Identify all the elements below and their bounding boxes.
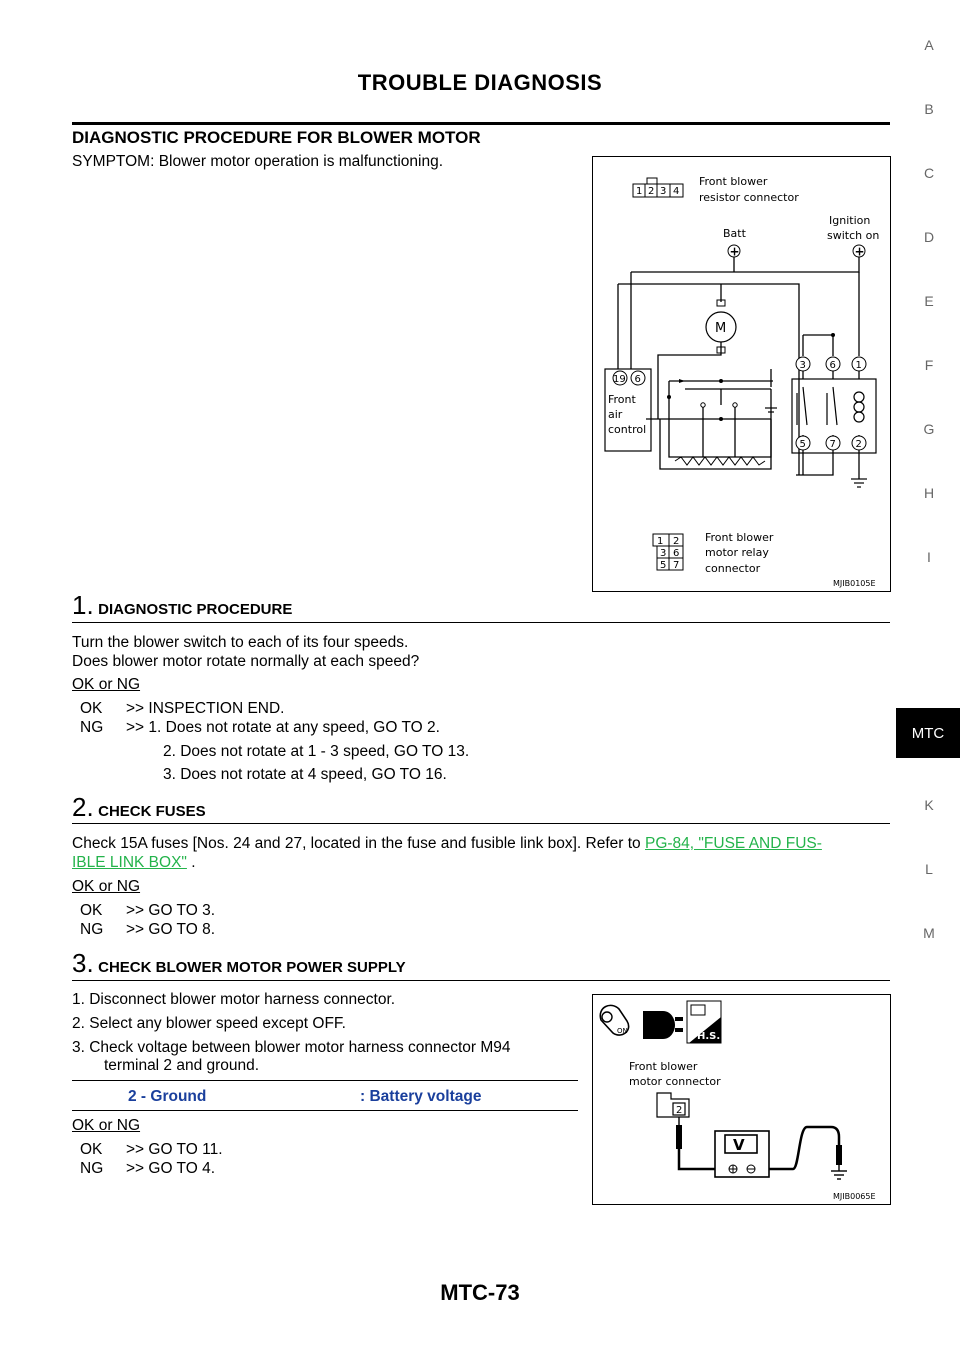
batt-label: Batt bbox=[723, 227, 746, 240]
fac-pin-6: 6 bbox=[634, 374, 641, 385]
relay-connector-label-3: connector bbox=[705, 562, 761, 575]
step-3-item-3-cont: terminal 2 and ground. bbox=[104, 1057, 260, 1074]
resistor-pin-4: 4 bbox=[673, 186, 680, 197]
motor-connector-pin: 2 bbox=[676, 1105, 683, 1116]
relay-pin-label-7: 7 bbox=[673, 560, 680, 571]
step-1-result-ng-key: NG bbox=[80, 719, 104, 736]
step-1-result-ng: >> 1. Does not rotate at any speed, GO TO 2. bbox=[126, 719, 440, 736]
step-1-result-ok-key: OK bbox=[80, 700, 103, 717]
fuse-reference-link[interactable]: PG-84, "FUSE AND FUS- bbox=[645, 835, 822, 852]
relay-connector-label: Front blower bbox=[705, 531, 774, 544]
relay-pin-label-2: 2 bbox=[673, 536, 680, 547]
relay-pin-6: 6 bbox=[829, 360, 836, 371]
step-2-text bbox=[72, 834, 892, 854]
voltage-check-svg bbox=[593, 995, 890, 1204]
step-1-rule bbox=[72, 622, 890, 623]
step-1-ok-ng: OK or NG bbox=[72, 676, 141, 693]
relay-connector-label-2: motor relay bbox=[705, 546, 769, 559]
relay-pin-3: 3 bbox=[799, 360, 806, 371]
step-2-rule bbox=[72, 823, 890, 824]
step-2-text-line2 bbox=[72, 853, 196, 873]
svg-text:+: + bbox=[854, 244, 865, 259]
step-3-item-3: 3. Check voltage between blower motor harness connector M94 bbox=[72, 1039, 511, 1056]
side-tab-a[interactable]: A bbox=[924, 37, 934, 53]
relay-pin-label-5: 5 bbox=[660, 560, 667, 571]
step-3-result-ng-key: NG bbox=[80, 1160, 104, 1177]
relay-pin-5: 5 bbox=[799, 439, 806, 450]
svg-text:ON: ON bbox=[617, 1027, 628, 1035]
step-1-number: 1. bbox=[72, 590, 94, 620]
step-1-title: DIAGNOSTIC PROCEDURE bbox=[98, 601, 293, 618]
harness-side-icon bbox=[687, 1001, 721, 1043]
ignition-on-icon bbox=[600, 1005, 628, 1035]
resistor-pin-3: 3 bbox=[660, 186, 667, 197]
side-tab-d[interactable]: D bbox=[923, 229, 935, 245]
relay-pin-1: 1 bbox=[855, 360, 862, 371]
side-tab-f[interactable]: F bbox=[924, 357, 934, 373]
page-title: TROUBLE DIAGNOSIS bbox=[357, 70, 603, 95]
connector-icon bbox=[643, 1011, 683, 1039]
step-3-result-ok: >> GO TO 11. bbox=[126, 1141, 223, 1158]
step-1-question: Does blower motor rotate normally at each speed? bbox=[72, 653, 420, 670]
step-3-title: CHECK BLOWER MOTOR POWER SUPPLY bbox=[98, 959, 406, 976]
side-tab-l[interactable]: L bbox=[925, 861, 933, 877]
step-1-heading bbox=[72, 590, 292, 621]
step-1-text: Turn the blower switch to each of its four speeds. bbox=[72, 634, 409, 651]
step-2-title: CHECK FUSES bbox=[98, 803, 206, 820]
step-3-heading bbox=[72, 948, 406, 979]
ignition-label: Ignition bbox=[829, 214, 871, 227]
motor-connector-label: Front blower bbox=[629, 1060, 698, 1073]
ignition-label-2: switch on bbox=[827, 229, 880, 242]
svg-text:+: + bbox=[729, 244, 740, 259]
svg-text:H.S.: H.S. bbox=[697, 1031, 721, 1042]
front-air-label-3: control bbox=[608, 423, 647, 436]
step-2-text-end: . bbox=[186, 854, 196, 871]
step-2-text-main: Check 15A fuses [Nos. 24 and 27, located in the fuse and fusible link box]. Refer to bbox=[72, 835, 641, 852]
relay-pin-label-3: 3 bbox=[660, 548, 667, 559]
resistor-connector-label-2: resistor connector bbox=[699, 191, 799, 204]
figure2-code: MJIB0065E bbox=[833, 1192, 876, 1201]
relay-pin-2: 2 bbox=[855, 439, 862, 450]
step-3-rule bbox=[72, 980, 890, 981]
step-2-result-ng: >> GO TO 8. bbox=[126, 921, 216, 938]
spec-bottom-rule bbox=[72, 1110, 578, 1111]
voltage-check-diagram bbox=[592, 994, 891, 1205]
step-3-ok-ng: OK or NG bbox=[72, 1117, 141, 1134]
relay-pin-7: 7 bbox=[829, 439, 836, 450]
wiring-diagram-svg bbox=[593, 157, 890, 591]
step-3-number: 3. bbox=[72, 948, 94, 978]
header-rule bbox=[72, 122, 890, 125]
step-1-extra-2: 2. Does not rotate at 1 - 3 speed, GO TO 13. bbox=[163, 743, 470, 760]
side-tab-m[interactable]: M bbox=[923, 925, 935, 941]
step-3-item-2: 2. Select any blower speed except OFF. bbox=[72, 1015, 346, 1032]
fac-pin-19: 19 bbox=[613, 374, 626, 385]
resistor-pin-1: 1 bbox=[636, 186, 643, 197]
side-tab-b[interactable]: B bbox=[924, 101, 934, 117]
side-tab-i[interactable]: I bbox=[927, 549, 931, 565]
motor-connector-label-2: motor connector bbox=[629, 1075, 721, 1088]
motor-label: M bbox=[715, 321, 727, 336]
spec-top-rule bbox=[72, 1080, 578, 1081]
side-tab-h[interactable]: H bbox=[923, 485, 935, 501]
step-3-item-1: 1. Disconnect blower motor harness connector. bbox=[72, 991, 396, 1008]
step-3-result-ok-key: OK bbox=[80, 1141, 103, 1158]
side-tab-e[interactable]: E bbox=[924, 293, 934, 309]
resistor-connector-label: Front blower bbox=[699, 175, 768, 188]
side-tab-k[interactable]: K bbox=[924, 797, 934, 813]
step-2-result-ng-key: NG bbox=[80, 921, 104, 938]
symptom-text: SYMPTOM: Blower motor operation is malfunctioning. bbox=[72, 153, 444, 170]
step-2-result-ok-key: OK bbox=[80, 902, 103, 919]
step-2-number: 2. bbox=[72, 792, 94, 822]
blower-wiring-diagram bbox=[592, 156, 891, 592]
spec-left: 2 - Ground bbox=[128, 1088, 207, 1105]
page-number: MTC-73 bbox=[440, 1280, 520, 1305]
relay-pin-label-1: 1 bbox=[657, 536, 664, 547]
section-heading: DIAGNOSTIC PROCEDURE FOR BLOWER MOTOR bbox=[72, 128, 481, 147]
relay-pin-label-6: 6 bbox=[673, 548, 680, 559]
front-air-label: Front bbox=[608, 393, 636, 406]
step-2-ok-ng: OK or NG bbox=[72, 878, 141, 895]
spec-right: : Battery voltage bbox=[360, 1088, 482, 1105]
voltmeter-label: V bbox=[733, 1136, 745, 1154]
fuse-reference-link-2[interactable]: IBLE LINK BOX" bbox=[72, 854, 187, 871]
step-2-result-ok: >> GO TO 3. bbox=[126, 902, 216, 919]
front-air-label-2: air bbox=[608, 408, 623, 421]
step-3-result-ng: >> GO TO 4. bbox=[126, 1160, 216, 1177]
step-1-extra-3: 3. Does not rotate at 4 speed, GO TO 16. bbox=[163, 766, 447, 783]
step-2-heading bbox=[72, 792, 206, 823]
figure-code: MJIB0105E bbox=[833, 579, 876, 588]
side-tab-c[interactable]: C bbox=[923, 165, 935, 181]
side-tab-mtc-active[interactable]: MTC bbox=[896, 708, 960, 758]
side-tab-g[interactable]: G bbox=[923, 421, 935, 437]
resistor-pin-2: 2 bbox=[648, 186, 655, 197]
step-1-result-ok: >> INSPECTION END. bbox=[126, 700, 285, 717]
